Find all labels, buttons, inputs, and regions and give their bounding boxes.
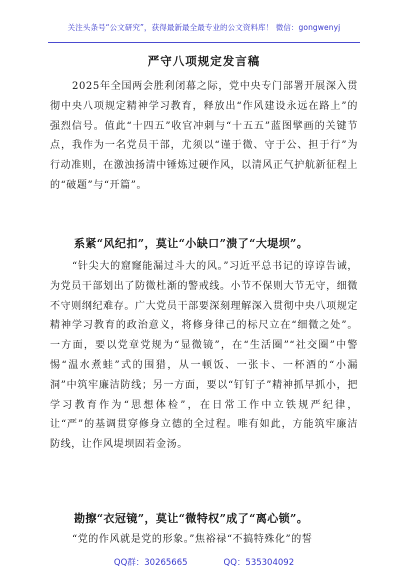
- header-divider: [48, 42, 360, 43]
- footer-qq: QQ：535304092: [223, 558, 295, 568]
- footer-qq-group: QQ群：30265665: [113, 558, 188, 568]
- paragraph-section-1: “针尖大的窟窿能漏过斗大的风。”习近平总书记的谆谆告诫，为党员干部划出了防微杜渐的警戒线。小节不保则大节无守，细微不守则纲纪难存。广大党员干部要深刻理解深入贯彻中央八项规定精神学习教育的政治意义，将修身律己的标尺立在“细微之处”。一方面，要以党章党规为“显微镜”，在“生活圈”“社交圈”中警惕“温水煮蛙”式的围猎，从一顿饭、一张卡、一杯酒的“小漏洞”中筑牢廉洁防线；另一方面，要以“钉钉子”精神抓早抓小，把学习教育作为“思想体检”，在日常工作中立铁规严纪律，让“严”的基调贯穿修身立德的全过程。唯有如此，方能筑牢廉洁防线，让作风堤坝固若金汤。: [50, 261, 358, 451]
- footer-contacts: [0, 556, 408, 568]
- section-heading-2: 勘擦“衣冠镜”，莫让“微特权”成了“离心锁”。: [74, 512, 309, 525]
- header-note: 关注头条号“公文研究”，获得最新最全最专业的公文资料库！ 微信：gongwenyj: [67, 23, 341, 32]
- paragraph-intro: 2025年全国两会胜利闭幕之际，党中央专门部署开展深入贯彻中央八项规定精神学习教育，释放出“作风建设永远在路上”的强烈信号。值此“十四五”收官冲刺与“十五五”蓝图擘画的关键节点，我作为一名党员干部，尤须以“谨于微、守于公、担于行”为行动准则，在激浊扬清中锤炼过硬作风，以清风正气护航新征程上的“破题”与“开篇”。: [50, 81, 358, 191]
- document-title: 严守八项规定发言稿: [147, 54, 261, 68]
- paragraph-section-2: “党的作风就是党的形象。”焦裕禄“不搞特殊化”的誓: [72, 534, 313, 545]
- section-heading-1: 系紧“风纪扣”，莫让“小缺口”溃了“大堤坝”。: [74, 237, 309, 250]
